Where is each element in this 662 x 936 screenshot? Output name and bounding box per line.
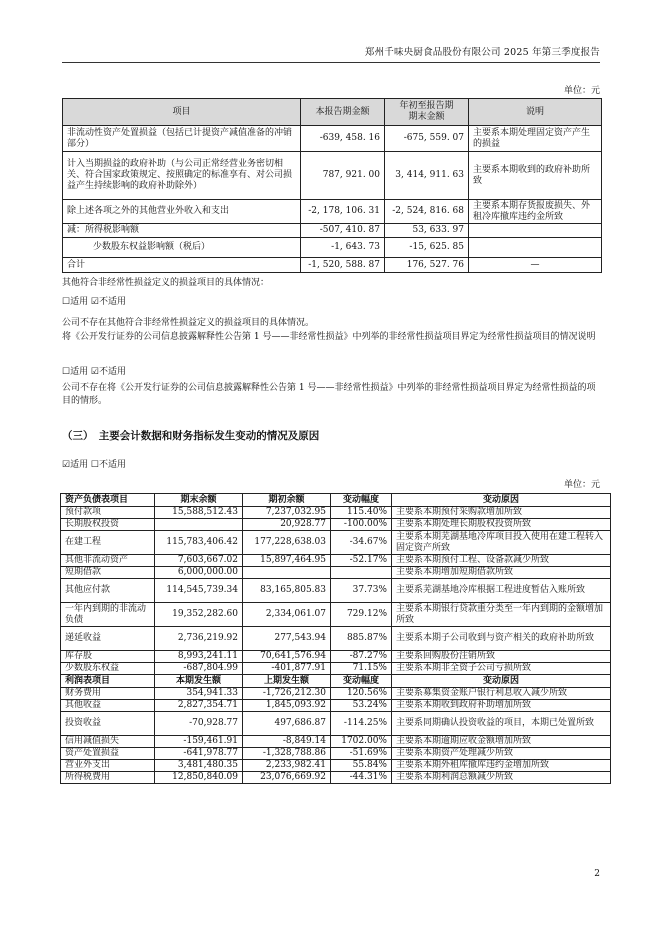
applicability-check-1: ☐适用 ☑不适用: [62, 297, 126, 307]
header-item: 项目: [63, 99, 301, 126]
table-row: 所得税费用 12,850,840.09 23,076,669.92 -44.31% 主要系本期利润总额减少所致: [61, 772, 611, 784]
table-row: 计入当期损益的政府补助（与公司正常经营业务密切相关、符合国家政策规定、按照确定的标准享有、对公司损益产生持续影响的政府补助除外） 787, 921. 00 3, 414, 911. 63 主要系本期收到的政府补助所致: [63, 152, 602, 200]
table-row: 库存股 8,993,241.11 70,641,576.94 -87.27% 主要系回购股份注销所致: [61, 651, 611, 663]
table-row: 少数股东权益影响额（税后） -1, 643. 73 -15, 625. 85: [63, 238, 602, 258]
table-row: 长期股权投资 20,928.77 -100.00% 主要系本期处理长期股权投资所致: [61, 519, 611, 531]
header-ytd: 年初至报告期 期末金额: [385, 99, 469, 126]
table-row: 其他非流动资产 7,603,667.02 15,897,464.95 -52.17% 主要系本期预付工程、设备款减少所致: [61, 555, 611, 567]
table-row: 短期借款 6,000,000.00 主要系本期增加短期借款所致: [61, 567, 611, 579]
applicability-check-2: ☐适用 ☑不适用: [62, 367, 126, 377]
income-header-row: 利润表项目 本期发生额 上期发生额 变动幅度 变动原因: [61, 675, 611, 688]
other-definition-text: 其他符合非经常性损益定义的损益项目的具体情况：: [62, 278, 270, 288]
section-title: （三） 主要会计数据和财务指标发生变动的情况及原因: [62, 430, 320, 442]
table-row: 其他收益 2,827,354.71 1,845,093.92 53.24% 主要系本期收到政府补助增加所致: [61, 700, 611, 712]
table-row: 信用减值损失 -159,461.91 -8,849.14 1702.00% 主要系本期逾期应收金额增加所致: [61, 736, 611, 748]
table-row: 少数股东权益 -687,804.99 -401,877.91 71.15% 主要系本期非全资子公司亏损所致: [61, 663, 611, 675]
table-row: 财务费用 354,941.33 -1,726,212.30 120.56% 主要系募集资金账户银行利息收入减少所致: [61, 688, 611, 700]
paragraph-1: 公司不存在其他符合非经常性损益定义的损益项目的具体情况。: [62, 318, 315, 328]
table-row: 其他应付款 114,545,739.34 83,165,805.83 37.73% 主要系芜湖基地冷库根据工程进度暂估入账所致: [61, 579, 611, 603]
applicability-check-3: ☑适用 ☐不适用: [62, 460, 126, 470]
paragraph-3: 公司不存在将《公开发行证券的公司信息披露解释性公告第 1 号——非经常性损益》中列举的非经常性损益项目界定为经常性损益的项目的情形。: [62, 383, 596, 406]
table1-unit: 单位：元: [563, 86, 600, 96]
header-note: 说明: [469, 99, 602, 126]
table-row: 一年内到期的非流动负债 19,352,282.60 2,334,061.07 729.12% 主要系本期银行贷款重分类至一年内到期的金额增加所致: [61, 603, 611, 627]
table-header-row: [63, 99, 602, 126]
paragraph-2: 将《公开发行证券的公司信息披露解释性公告第 1 号——非经常性损益》中列举的非经常性损益项目界定为经常性损益项目的情况说明: [62, 332, 596, 342]
page-number: 2: [594, 869, 600, 879]
table-row: 减：所得税影响额 -507, 410. 87 53, 633. 97: [63, 224, 602, 238]
table-row: 除上述各项之外的其他营业外收入和支出 -2, 178, 106. 31 -2, 524, 816. 68 主要系本期存货报废损失、外租冷库撤库违约金所致: [63, 200, 602, 224]
table-row: 在建工程 115,783,406.42 177,228,638.03 -34.67% 主要系本期芜湖基地冷库项目投入使用在建工程转入固定资产所致: [61, 531, 611, 555]
table-row: 非流动性资产处置损益（包括已计提资产减值准备的冲销部分） -639, 458. 16 -675, 559. 07 主要系本期处理固定资产产生的损益: [63, 126, 602, 152]
table-row: 投资收益 -70,928.77 497,686.87 -114.25% 主要系同期确认投资收益的项目，本期已处置所致: [61, 712, 611, 736]
table2-unit: 单位：元: [563, 480, 600, 490]
table-row: 递延收益 2,736,219.92 277,543.94 885.87% 主要系本期子公司收到与资产相关的政府补助所致: [61, 627, 611, 651]
financial-changes-table: [60, 493, 611, 784]
table-row: 资产处置损益 -641,978.77 -1,328,788.86 -51.69% 主要系本期资产处理减少所致: [61, 748, 611, 760]
header-rule: [62, 62, 600, 63]
non-recurring-gains-table: [62, 98, 602, 273]
header-current: 本报告期金额: [301, 99, 385, 126]
balance-header-row: 资产负债表项目 期末余额 期初余额 变动幅度 变动原因: [61, 494, 611, 507]
table-row: 营业外支出 3,481,480.35 2,233,982.41 55.84% 主要系本期外租库撤库违约金增加所致: [61, 760, 611, 772]
page-header: 郑州千味央厨食品股份有限公司 2025 年第三季度报告: [364, 47, 600, 58]
table-row: 预付款项 15,588,512.43 7,237,032.95 115.40% 主要系本期预付采购款增加所致: [61, 507, 611, 519]
table-row-total: 合计 -1, 520, 588. 87 176, 527. 76 —: [63, 258, 602, 273]
